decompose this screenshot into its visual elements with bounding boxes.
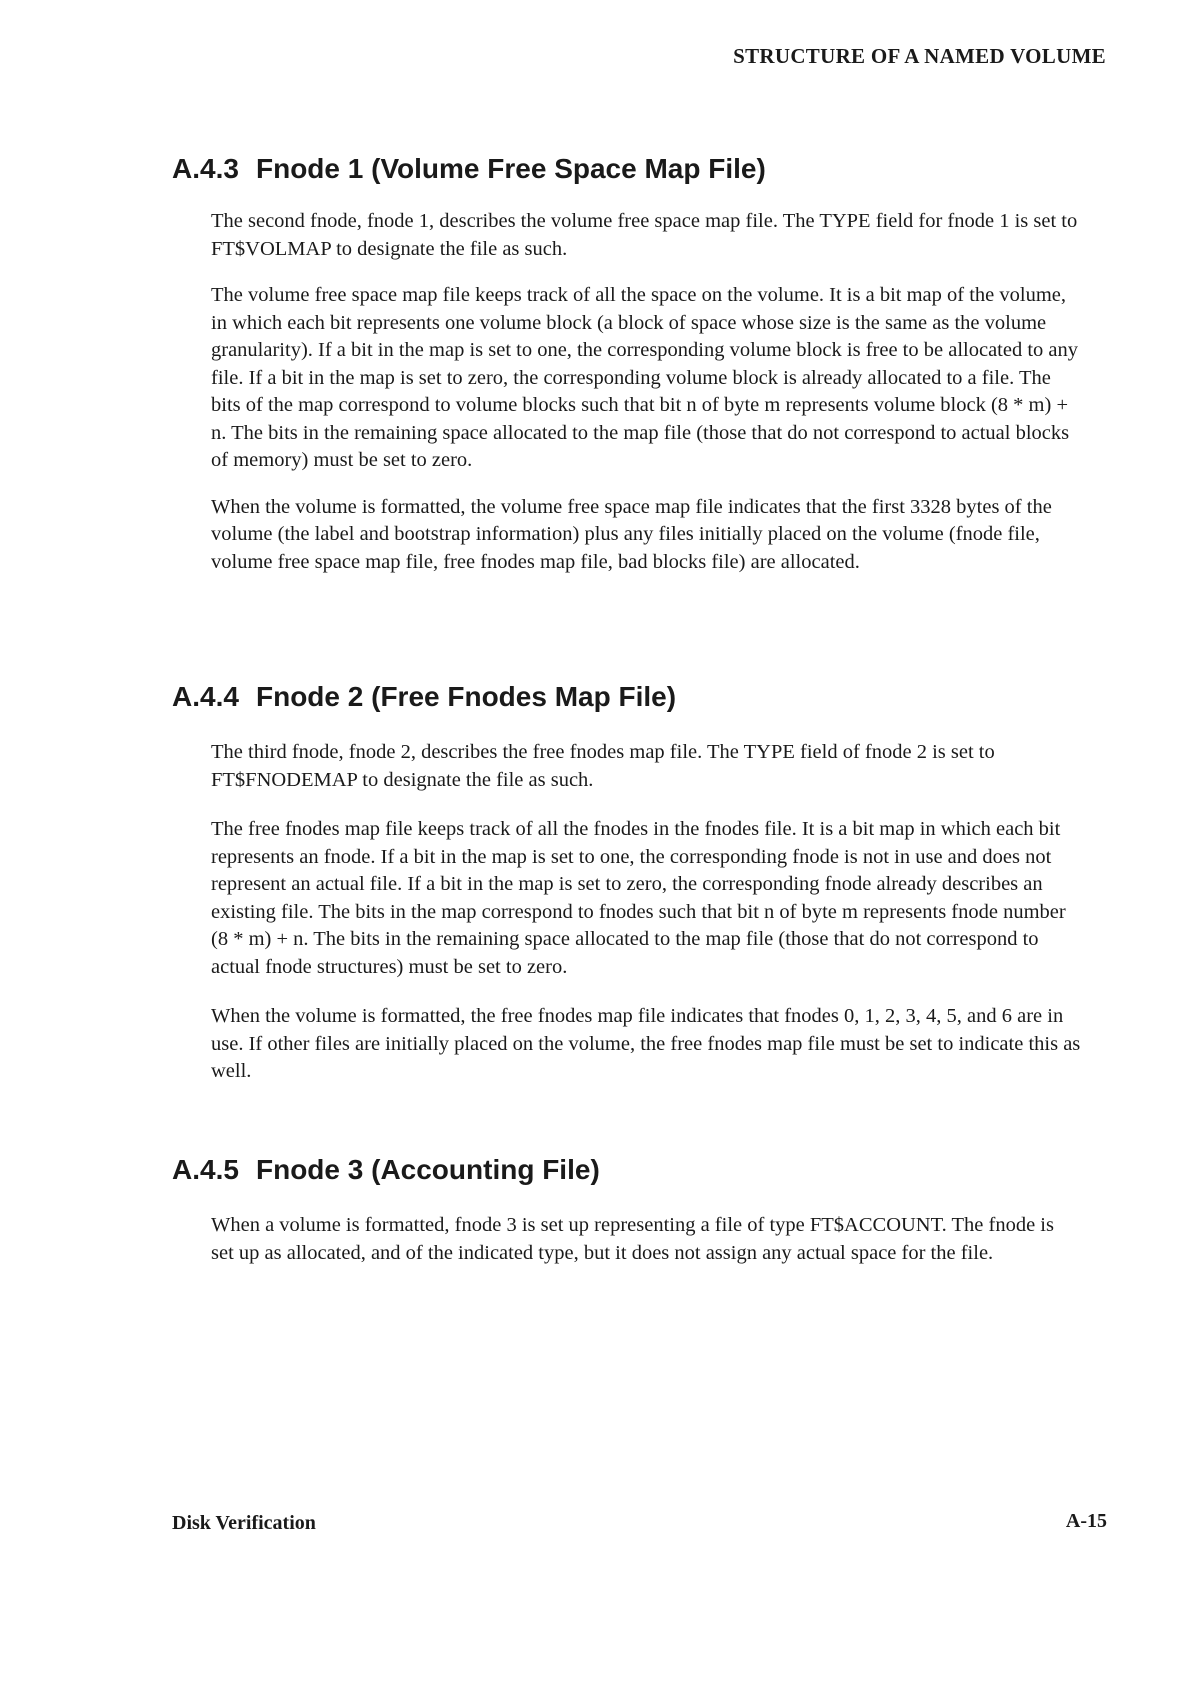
paragraph: The third fnode, fnode 2, describes the free fnodes map file. The TYPE field of fnode 2 is set to FT$FNODEMAP to designate the file as such. xyxy=(211,741,995,791)
running-header: STRUCTURE OF A NAMED VOLUME xyxy=(733,44,1106,68)
section-heading xyxy=(0,1153,1190,1187)
section-a-4-5 xyxy=(0,1153,1190,1267)
paragraph: When a volume is formatted, fnode 3 is set up representing a file of type FT$ACCOUNT. The fnode is set up as allocated, and of the indicated type, but it does not assign any actual space for the file. xyxy=(211,1214,1054,1264)
paragraph: The second fnode, fnode 1, describes the volume free space map file. The TYPE field for fnode 1 is set to FT$VOLMAP to designate the file as such. xyxy=(211,210,1078,260)
section-a-4-4 xyxy=(0,680,1190,1086)
paragraph: The volume free space map file keeps track of all the space on the volume. It is a bit map of the volume, in which each bit represents one volume block (a block of space whose size is the same as the volume granularity). If a bit in the map is set to one, the corresponding volume block is free to be allocated to any file. If a bit in the map is set to zero, the corresponding volume block is already allocated to a file. The bits of the map correspond to volume blocks such that bit n of byte m represents volume block (8 * m) + n. The bits in the remaining space allocated to the map file (those that do not correspond to actual blocks of memory) must be set to zero. xyxy=(211,284,1079,471)
section-title: Fnode 2 (Free Fnodes Map File) xyxy=(256,681,677,712)
section-number: A.4.5 xyxy=(172,1154,239,1185)
section-heading xyxy=(0,152,1190,186)
section-title: Fnode 3 (Accounting File) xyxy=(256,1154,600,1185)
section-number: A.4.3 xyxy=(172,153,239,184)
footer-title: Disk Verification xyxy=(172,1512,316,1534)
section-title: Fnode 1 (Volume Free Space Map File) xyxy=(256,153,766,184)
section-a-4-3 xyxy=(0,152,1190,576)
section-heading xyxy=(0,680,1190,714)
section-number: A.4.4 xyxy=(172,681,239,712)
paragraph: The free fnodes map file keeps track of all the fnodes in the fnodes file. It is a bit map in which each bit represents an fnode. If a bit in the map is set to one, the corresponding fnode is not in use and does not represent an actual file. If a bit in the map is set to zero, the corresponding fnode already describes an existing file. The bits in the map correspond to fnodes such that bit n of byte m represents fnode number (8 * m) + n. The bits in the remaining space allocated to the map file (those that do not correspond to actual fnode structures) must be set to zero. xyxy=(211,818,1066,978)
page-number: A-15 xyxy=(1065,1510,1107,1532)
paragraph: When the volume is formatted, the free fnodes map file indicates that fnodes 0, 1, 2, 3, 4, 5, and 6 are in use. If other files are initially placed on the volume, the free fnodes map file must be set to indicate this as well. xyxy=(211,1005,1081,1082)
paragraph: When the volume is formatted, the volume free space map file indicates that the first 3328 bytes of the volume (the label and bootstrap information) plus any files initially placed on the volume (fnode file, volume free space map file, free fnodes map file, bad blocks file) are allocated. xyxy=(211,495,1052,573)
